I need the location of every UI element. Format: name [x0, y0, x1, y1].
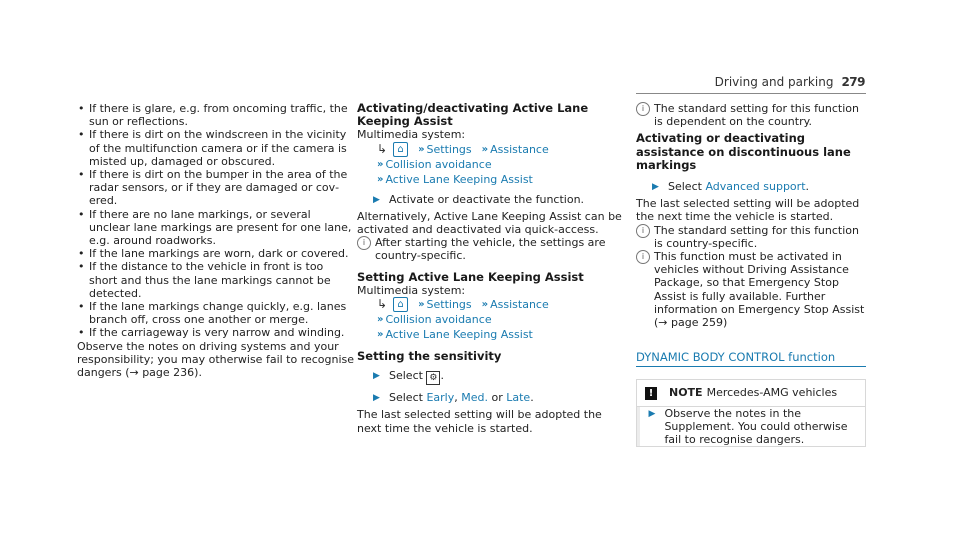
info-note: i The standard setting for this function is country-specific. [636, 224, 866, 250]
path-arrow-icon: ↳ [377, 296, 388, 311]
note-box-header [637, 380, 865, 406]
menu-link-alka[interactable]: Active Lane Keeping Assist [385, 172, 533, 186]
last-setting-text: The last selected setting will be adopted the next time the vehicle is started. [357, 408, 602, 435]
play-arrow-icon: ▶ [652, 182, 659, 193]
action-step: ▶ Select Early, Med. or Late. [373, 391, 534, 405]
page-header [715, 75, 865, 89]
menu-path-activate [357, 142, 627, 187]
activate-heading: Activating/deactivating Active Lane Keeping Assist [357, 101, 589, 129]
home-icon[interactable]: ⌂ [393, 297, 408, 312]
list-item: • If there is dirt on the windscreen in the vicinity of the multifunction camera or if the camera is misted up, damaged or obscured. [77, 128, 355, 168]
menu-path-setting [357, 297, 627, 342]
action-step: ▶ Select Advanced support. [652, 180, 810, 194]
info-note: i After starting the vehicle, the settings are country-specific. [357, 236, 627, 262]
gear-icon[interactable]: ⚙ [426, 371, 440, 385]
info-icon: i [636, 250, 650, 264]
chevron-icon: » [377, 313, 381, 325]
section-title: DYNAMIC BODY CONTROL function [636, 351, 866, 367]
action-step: ▶ Observe the notes in the Supplement. You could otherwise fail to recognise dangers. [648, 406, 848, 447]
header-rule [636, 93, 866, 94]
chevron-icon: » [377, 173, 381, 185]
menu-link-alka[interactable]: Active Lane Keeping Assist [385, 327, 533, 341]
chevron-icon: » [377, 158, 381, 170]
note-box-body [637, 407, 865, 447]
action-step: ▶ Activate or deactivate the function. [373, 192, 585, 206]
path-arrow-icon: ↳ [377, 141, 388, 156]
menu-link-settings[interactable]: Settings [426, 142, 472, 156]
menu-link-assistance[interactable]: Assistance [490, 297, 549, 311]
closing-paragraph: Observe the notes on driving systems and your responsibility; you may otherwise fail to recognise dangers (→ page 236). [77, 339, 355, 380]
chevron-icon: » [481, 143, 486, 155]
list-item: • If the lane markings change quickly, e.g. lanes branch off, cross one another or merge. [77, 300, 355, 326]
column-1 [77, 102, 355, 379]
alternative-text: Alternatively, Active Lane Keeping Assist can be activated and deactivated via quick-access. [357, 209, 622, 237]
column-2 [357, 102, 627, 435]
info-note: i The standard setting for this function is dependent on the country. [636, 102, 866, 128]
play-arrow-icon: ▶ [648, 408, 656, 419]
column-3 [636, 102, 866, 447]
chevron-icon: » [377, 328, 381, 340]
home-icon[interactable]: ⌂ [393, 142, 408, 157]
info-icon: i [357, 236, 371, 250]
option-late[interactable]: Late [506, 391, 531, 405]
menu-link-collision[interactable]: Collision avoidance [385, 157, 492, 171]
play-arrow-icon: ▶ [373, 194, 380, 205]
header-title: Driving and parking [714, 75, 834, 89]
info-icon: i [636, 102, 650, 116]
setting-heading: Setting Active Lane Keeping Assist [357, 269, 584, 284]
option-advanced-support[interactable]: Advanced support [705, 180, 806, 194]
sensitivity-heading: Setting the sensitivity [357, 349, 502, 364]
option-med[interactable]: Med. [461, 391, 488, 405]
chevron-icon: » [418, 143, 422, 155]
menu-link-settings[interactable]: Settings [426, 297, 472, 311]
menu-link-assistance[interactable]: Assistance [490, 142, 549, 156]
page-number: 279 [841, 75, 865, 89]
action-step: ▶ Select ⚙ . [373, 369, 444, 384]
list-item: • If there is glare, e.g. from oncoming traffic, the sun or reflections. [77, 102, 355, 128]
discontinue-heading: Activating or deactivating assistance on discontinuous lane markings [636, 131, 851, 172]
list-item: • If there is dirt on the bumper in the area of the radar sensors, or if they are damaged or covered. [77, 168, 355, 208]
info-note: i This function must be activated in vehicles without Driving Assistance Package, so that Emergency Stop Assist is fully available. Further information on Emergency Stop Assist (→ page 259) [636, 250, 866, 329]
list-item: • If there are no lane markings, or several unclear lane markings are present for one lane, e.g. around roadworks. [77, 208, 355, 248]
list-item: • If the distance to the vehicle in front is too short and thus the lane markings cannot be detected. [77, 260, 355, 300]
note-box [636, 379, 866, 447]
warning-icon: ! [645, 387, 657, 400]
option-early[interactable]: Early [426, 391, 455, 405]
list-item: • If the carriageway is very narrow and winding. [77, 326, 355, 339]
chevron-icon: » [481, 298, 486, 310]
multimedia-label: Multimedia system: [357, 283, 466, 297]
play-arrow-icon: ▶ [373, 393, 380, 404]
note-title: Mercedes-AMG vehicles [706, 386, 838, 400]
menu-link-collision[interactable]: Collision avoidance [385, 312, 492, 326]
last-setting-text: The last selected setting will be adopted the next time the vehicle is started. [636, 197, 860, 224]
list-item: • If the lane markings are worn, dark or covered. [77, 247, 355, 260]
info-icon: i [636, 224, 650, 238]
multimedia-label: Multimedia system: [357, 128, 466, 142]
play-arrow-icon: ▶ [373, 371, 380, 382]
chevron-icon: » [418, 298, 422, 310]
note-label: NOTE [669, 386, 703, 400]
